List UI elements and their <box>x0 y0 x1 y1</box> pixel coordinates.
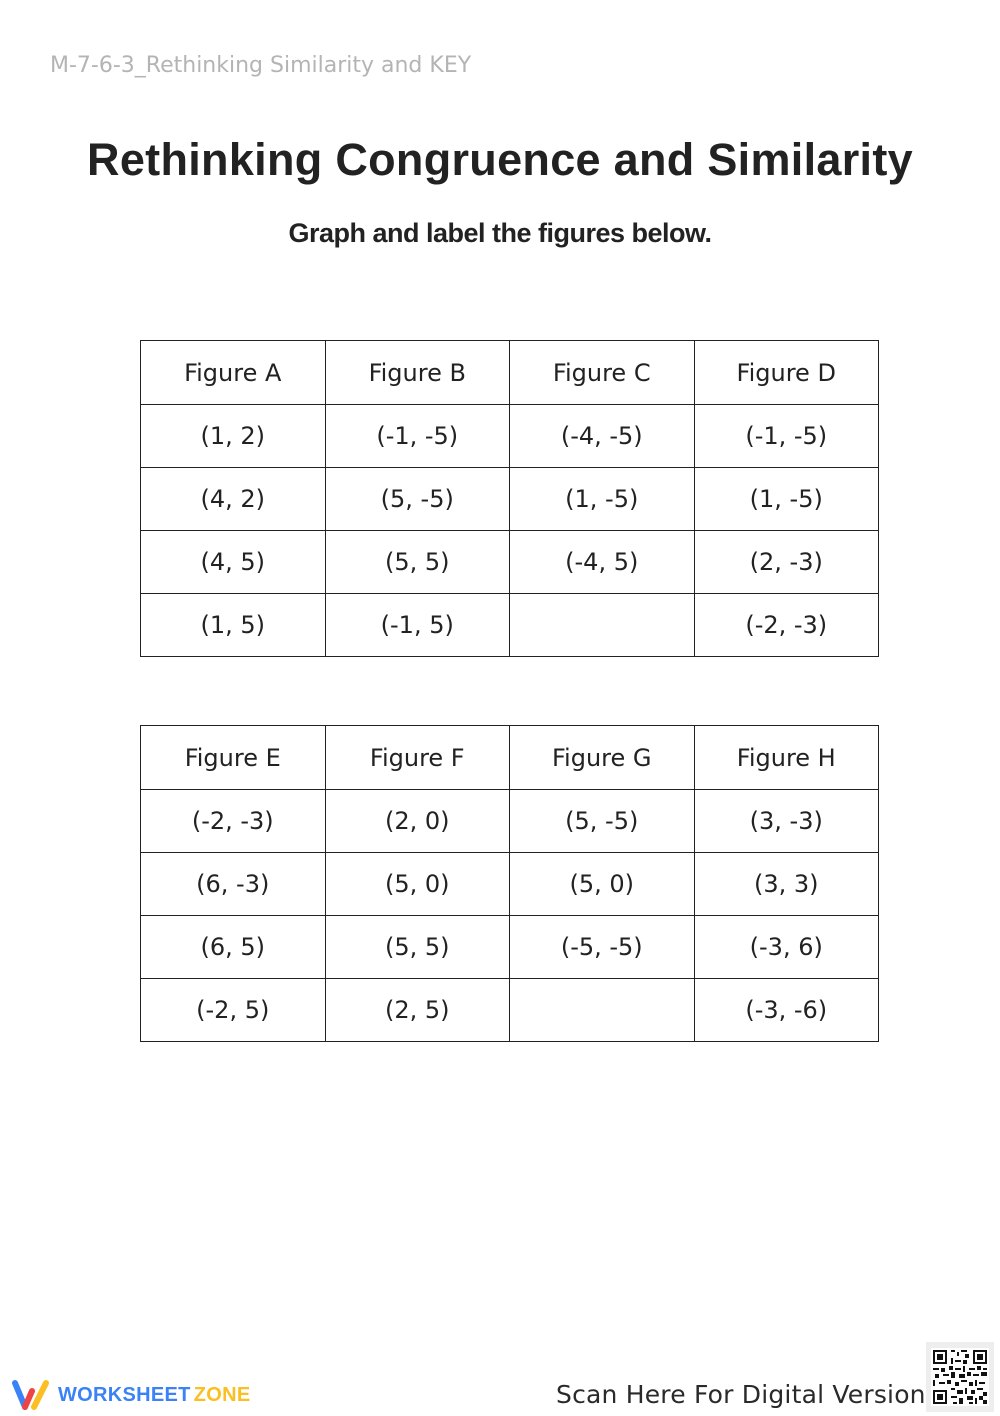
table-cell: (5, 5) <box>325 916 510 979</box>
table-cell: (-4, -5) <box>510 405 695 468</box>
table-row <box>141 916 879 979</box>
table-cell: (2, 5) <box>325 979 510 1042</box>
header-cell: Figure C <box>510 341 695 405</box>
logo-text-zone: ZONE <box>193 1383 251 1406</box>
table-cell: (-1, -5) <box>694 405 879 468</box>
table-header-row <box>141 726 879 790</box>
table-row <box>141 531 879 594</box>
table-row <box>141 594 879 657</box>
table-cell: (5, 0) <box>510 853 695 916</box>
worksheetzone-logo[interactable] <box>10 1375 250 1415</box>
table-cell <box>510 594 695 657</box>
table-cell: (2, 0) <box>325 790 510 853</box>
table-cell: (-5, -5) <box>510 916 695 979</box>
table-cell: (1, 2) <box>141 405 326 468</box>
coordinates-table-e-h <box>140 725 879 1042</box>
header-cell: Figure D <box>694 341 879 405</box>
table-cell: (-1, 5) <box>325 594 510 657</box>
table-cell: (6, -3) <box>141 853 326 916</box>
table-cell: (5, 5) <box>325 531 510 594</box>
table-cell: (-3, 6) <box>694 916 879 979</box>
table-row <box>141 979 879 1042</box>
header-cell: Figure E <box>141 726 326 790</box>
table-cell: (1, -5) <box>694 468 879 531</box>
qr-code-icon <box>931 1348 989 1406</box>
table-cell: (-2, -3) <box>141 790 326 853</box>
header-cell: Figure F <box>325 726 510 790</box>
table-cell: (3, -3) <box>694 790 879 853</box>
table-cell: (-2, 5) <box>141 979 326 1042</box>
page-title: Rethinking Congruence and Similarity <box>87 134 913 185</box>
table-cell: (5, 0) <box>325 853 510 916</box>
table-cell: (1, -5) <box>510 468 695 531</box>
table-row <box>141 790 879 853</box>
table-cell: (5, -5) <box>510 790 695 853</box>
header-cell: Figure G <box>510 726 695 790</box>
table-cell: (4, 2) <box>141 468 326 531</box>
table-cell: (-1, -5) <box>325 405 510 468</box>
table-cell: (-4, 5) <box>510 531 695 594</box>
table-cell: (2, -3) <box>694 531 879 594</box>
table-cell: (-2, -3) <box>694 594 879 657</box>
header-cell: Figure A <box>141 341 326 405</box>
table-cell: (5, -5) <box>325 468 510 531</box>
header-cell: Figure B <box>325 341 510 405</box>
logo-text-worksheet: WORKSHEET <box>58 1383 191 1406</box>
table-row <box>141 405 879 468</box>
table-cell: (6, 5) <box>141 916 326 979</box>
scan-instructions: Scan Here For Digital Version <box>556 1380 926 1409</box>
table-header-row <box>141 341 879 405</box>
worksheetzone-w-logo-icon <box>10 1377 52 1413</box>
document-id: M-7-6-3_Rethinking Similarity and KEY <box>50 53 472 78</box>
table-cell: (4, 5) <box>141 531 326 594</box>
header-cell: Figure H <box>694 726 879 790</box>
table-cell: (-3, -6) <box>694 979 879 1042</box>
table-cell <box>510 979 695 1042</box>
table-row <box>141 853 879 916</box>
coordinates-table-a-d <box>140 340 879 657</box>
qr-code[interactable] <box>926 1342 994 1412</box>
table-row <box>141 468 879 531</box>
instructions: Graph and label the figures below. <box>288 218 712 248</box>
table-cell: (1, 5) <box>141 594 326 657</box>
table-cell: (3, 3) <box>694 853 879 916</box>
